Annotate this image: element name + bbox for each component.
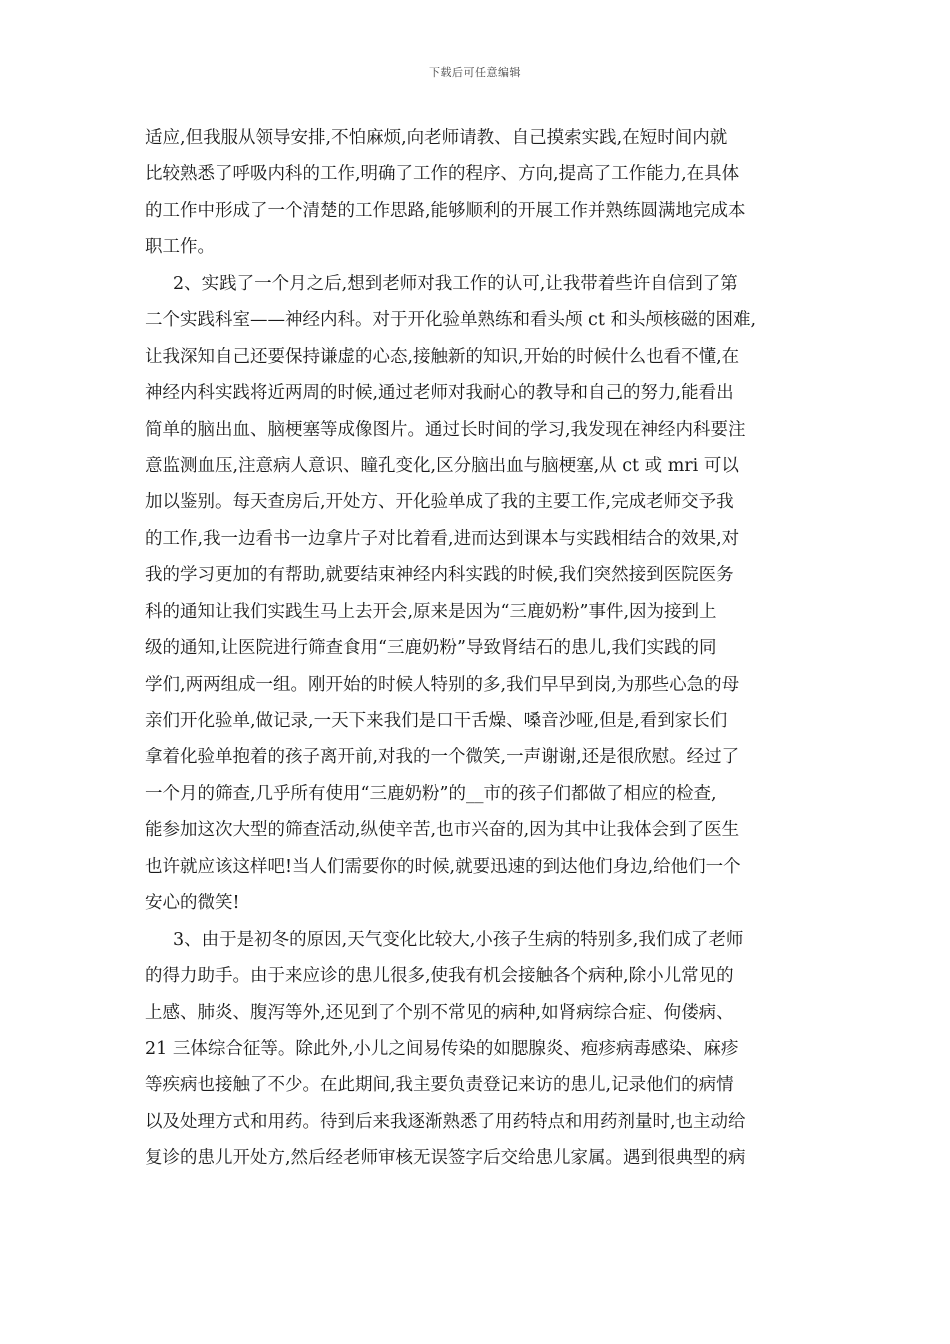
text-line: 等疾病也接触了不少。在此期间,我主要负责登记来访的患儿,记录他们的病情 xyxy=(145,1075,734,1096)
body-text xyxy=(145,120,810,1177)
text-line: 学们,两两组成一组。刚开始的时候人特别的多,我们早早到岗,为那些心急的母 xyxy=(145,674,740,695)
text-line: 比较熟悉了呼吸内科的工作,明确了工作的程序、方向,提高了工作能力,在具体 xyxy=(145,164,740,185)
text-line: 意监测血压,注意病人意识、瞳孔变化,区分脑出血与脑梗塞,从 ct 或 mri 可以 xyxy=(145,455,739,476)
text-line: 的工作中形成了一个清楚的工作思路,能够顺利的开展工作并熟练圆满地完成本 xyxy=(145,200,746,221)
text-line: 加以鉴别。每天查房后,开处方、开化验单成了我的主要工作,完成老师交予我 xyxy=(145,492,734,513)
text-line: 科的通知让我们实践生马上去开会,原来是因为“三鹿奶粉”事件,因为接到上 xyxy=(145,601,717,622)
text-line: 3、由于是初冬的原因,天气变化比较大,小孩子生病的特别多,我们成了老师 xyxy=(173,929,744,950)
text-line: 简单的脑出血、脑梗塞等成像图片。通过长时间的学习,我发现在神经内科要注 xyxy=(145,419,746,440)
page-header: 下载后可任意编辑 xyxy=(429,66,521,79)
text-line: 以及处理方式和用药。待到后来我逐渐熟悉了用药特点和用药剂量时,也主动给 xyxy=(145,1111,746,1132)
text-line: 让我深知自己还要保持谦虚的心态,接触新的知识,开始的时候什么也看不懂,在 xyxy=(145,346,740,367)
text-line: 适应,但我服从领导安排,不怕麻烦,向老师请教、自己摸索实践,在短时间内就 xyxy=(145,128,728,148)
text-line: 的得力助手。由于来应诊的患儿很多,使我有机会接触各个病种,除小儿常见的 xyxy=(145,966,734,987)
text-line: 的工作,我一边看书一边拿片子对比着看,进而达到课本与实践相结合的效果,对 xyxy=(145,528,740,549)
text-line: 2、实践了一个月之后,想到老师对我工作的认可,让我带着些许自信到了第 xyxy=(173,273,738,294)
text-line: 神经内科实践将近两周的时候,通过老师对我耐心的教导和自己的努力,能看出 xyxy=(145,383,734,404)
text-line: 安心的微笑! xyxy=(145,893,240,914)
text-line: 上感、肺炎、腹泻等外,还见到了个别不常见的病种,如肾病综合症、佝偻病、 xyxy=(145,1002,734,1023)
text-line: 级的通知,让医院进行筛查食用“三鹿奶粉”导致肾结石的患儿,我们实践的同 xyxy=(145,638,717,659)
text-line: 也许就应该这样吧!当人们需要你的时候,就要迅速的到达他们身边,给他们一个 xyxy=(145,856,741,877)
text-line: 二个实践科室——神经内科。对于开化验单熟练和看头颅 ct 和头颅核磁的困难, xyxy=(145,310,757,331)
text-line: 职工作。 xyxy=(145,237,215,258)
text-line: 复诊的患儿开处方,然后经老师审核无误签字后交给患儿家属。遇到很典型的病 xyxy=(145,1148,746,1169)
text-line: 21 三体综合征等。除此外,小儿之间易传染的如腮腺炎、疱疹病毒感染、麻疹 xyxy=(145,1038,739,1059)
text-line: 亲们开化验单,做记录,一天下来我们是口干舌燥、嗓音沙哑,但是,看到家长们 xyxy=(145,711,728,731)
text-line: 拿着化验单抱着的孩子离开前,对我的一个微笑,一声谢谢,还是很欣慰。经过了 xyxy=(145,747,740,768)
text-line: 一个月的筛查,几乎所有使用“三鹿奶粉”的__市的孩子们都做了相应的检查, xyxy=(145,783,717,804)
text-line: 我的学习更加的有帮助,就要结束神经内科实践的时候,我们突然接到医院医务 xyxy=(145,565,734,586)
text-line: 能参加这次大型的筛查活动,纵使辛苦,也市兴奋的,因为其中让我体会到了医生 xyxy=(145,820,740,841)
